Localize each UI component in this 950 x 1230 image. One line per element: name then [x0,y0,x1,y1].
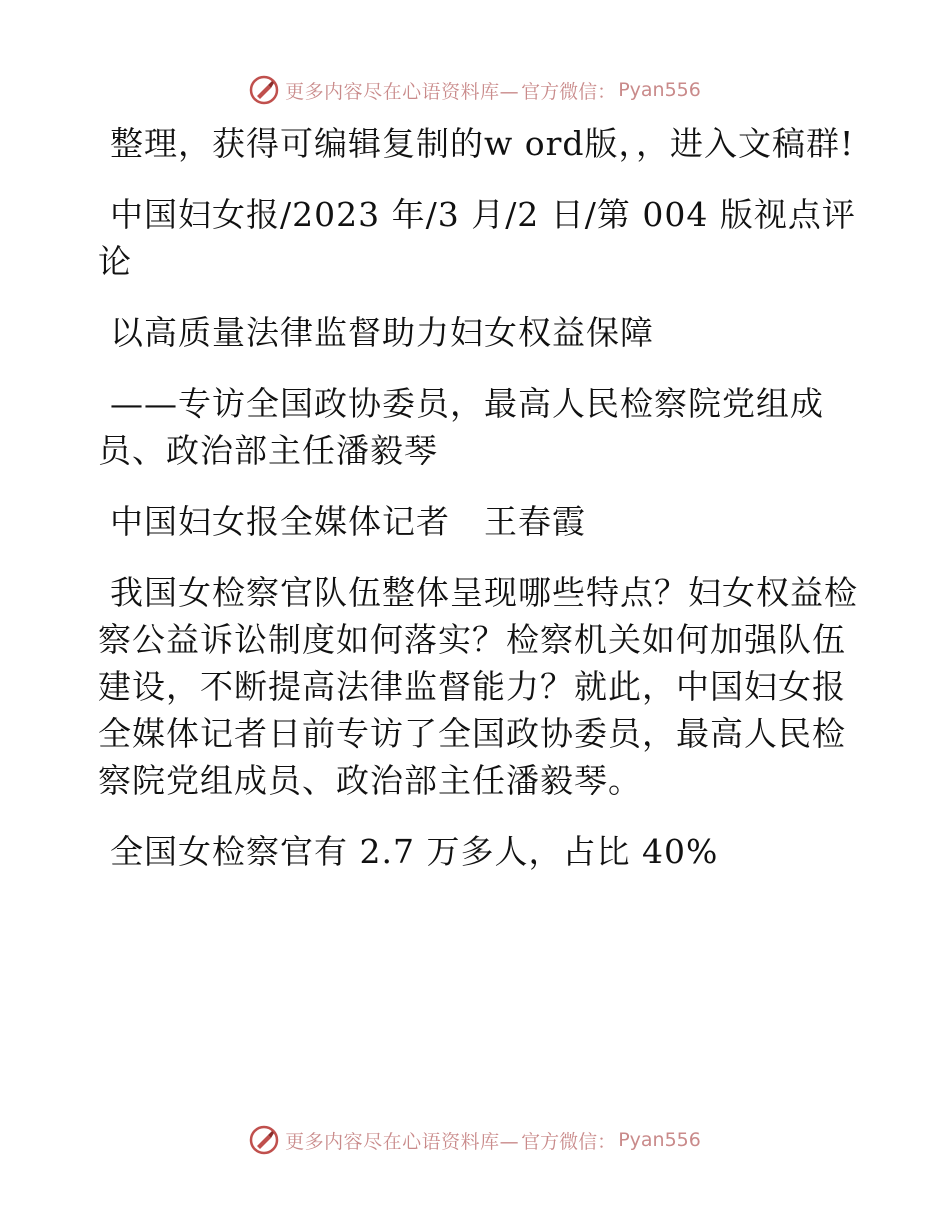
section-heading: 全国女检察官有 2.7 万多人，占比 40% [110,832,719,871]
pen-logo-icon [249,75,279,105]
article-subtitle: ——专访全国政协委员，最高人民检察院党组成员、政治部主任潘毅琴 [98,384,824,470]
pen-logo-icon [249,1125,279,1155]
watermark-wechat-label: 官方微信： [521,80,617,103]
header-watermark [0,70,950,110]
watermark-wechat-id: Pyan556 [618,79,701,101]
watermark-wechat-label: 官方微信： [521,1130,617,1153]
paragraph-source: 中国妇女报/2023 年/3 月/2 日/第 004 版视点评论 [98,195,856,281]
document-body [98,120,858,899]
watermark-text: 更多内容尽在心语资料库— [285,80,520,103]
watermark-text: 更多内容尽在心语资料库— [285,1130,520,1153]
article-title: 以高质量法律监督助力妇女权益保障 [110,313,654,352]
paragraph-intro: 整理，获得可编辑复制的w ord版，，进入文稿群! [110,124,855,163]
footer-watermark [0,1120,950,1160]
paragraph-lead: 我国女检察官队伍整体呈现哪些特点？妇女权益检察公益诉讼制度如何落实？检察机关如何加强队伍建设，不断提高法律监督能力？就此，中国妇女报全媒体记者日前专访了全国政协委员，最高人民检察院党组成员、政治部主任潘毅琴。 [98,573,858,800]
article-byline: 中国妇女报全媒体记者 王春霞 [110,502,586,541]
watermark-wechat-id: Pyan556 [618,1129,701,1151]
